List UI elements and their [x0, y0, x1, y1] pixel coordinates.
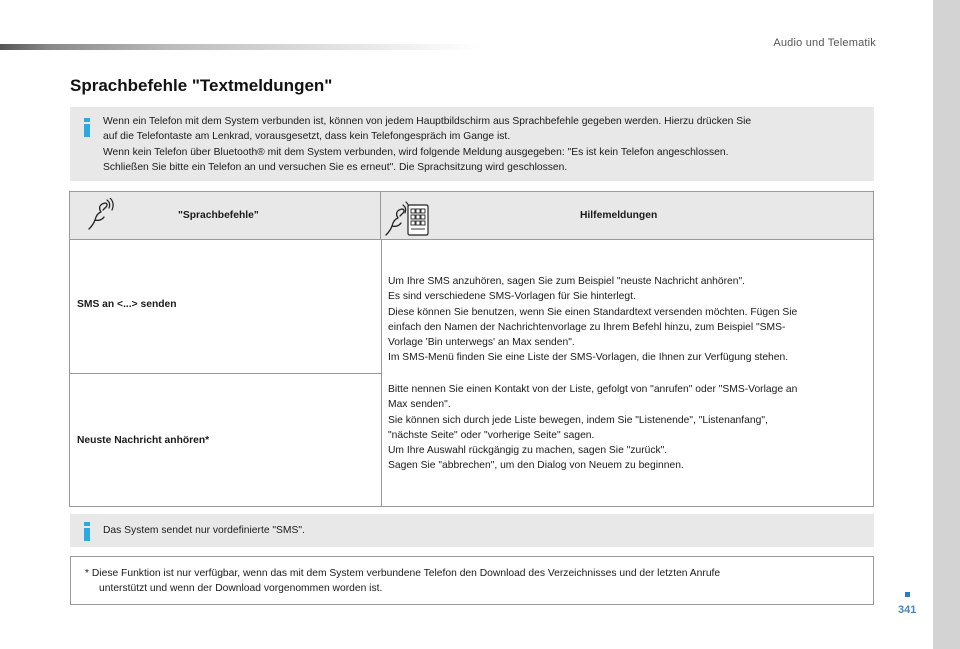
help-text-block: [388, 274, 797, 366]
help-line: Bitte nennen Sie einen Kontakt von der Liste, gefolgt von "anrufen" oder "SMS-Vorlage an: [388, 384, 798, 395]
help-line: Um Ihre Auswahl rückgängig zu machen, sagen Sie "zurück".: [388, 445, 668, 457]
section-header: Audio und Telematik: [773, 37, 876, 49]
help-line: einfach den Namen der Nachrichtenvorlage zu Ihrem Befehl hinzu, zum Beispiel "SMS-: [388, 321, 786, 333]
help-message-hand-icon: [384, 194, 430, 238]
help-line: Im SMS-Menü finden Sie eine Liste der SMS-Vorlagen, die Ihnen zur Verfügung stehen.: [388, 352, 789, 364]
column-header-commands: "Sprachbefehle": [178, 210, 259, 221]
column-divider: [381, 240, 382, 506]
info-line: Schließen Sie bitte ein Telefon an und versuchen Sie es erneut". Die Sprachsitzung wird geschlossen.: [103, 161, 568, 173]
info-box-intro: [70, 107, 874, 181]
help-text-block: [388, 382, 797, 474]
table-header-help: [381, 192, 873, 240]
help-line: Sagen Sie "abbrechen", um den Dialog von Neuem zu beginnen.: [388, 460, 684, 472]
page-edge-strip: [933, 0, 960, 649]
info-icon: [83, 522, 91, 541]
page-marker: [905, 592, 910, 597]
help-line: Sie können sich durch jede Liste bewegen, indem Sie "Listenende", "Listenanfang",: [388, 414, 768, 426]
voice-command-table: [69, 191, 874, 507]
info-line: auf die Telefontaste am Lenkrad, vorausgesetzt, dass kein Telefongespräch im Gange ist.: [103, 131, 511, 143]
footnote-line: * Diese Funktion ist nur verfügbar, wenn das mit dem System verbundene Telefon den Download des Verzeichnisses und der letzten Anrufe: [85, 568, 721, 579]
voice-command-hand-icon: [86, 198, 116, 232]
row-divider: [70, 373, 381, 374]
column-header-help: Hilfemeldungen: [580, 210, 658, 221]
help-line: Es sind verschiedene SMS-Vorlagen für Sie hinterlegt.: [388, 291, 636, 303]
help-line: "nächste Seite" oder "vorherige Seite" sagen.: [388, 429, 595, 441]
info-line: Das System sendet nur vordefinierte "SMS".: [103, 525, 305, 536]
page-title: Sprachbefehle "Textmeldungen": [70, 76, 333, 95]
footnote-line: unterstützt und wenn der Download vorgenommen worden ist.: [99, 583, 383, 595]
help-line: Um Ihre SMS anzuhören, sagen Sie zum Beispiel "neuste Nachricht anhören".: [388, 276, 746, 287]
page-number: 341: [898, 604, 917, 616]
help-line: Vorlage 'Bin unterwegs' an Max senden".: [388, 337, 575, 349]
info-line: Wenn ein Telefon mit dem System verbunden ist, können von jedem Hauptbildschirm aus Sprachbefehle gegeben werden. Hierzu drücken Sie: [103, 116, 752, 127]
footnote-box: [70, 556, 874, 605]
command-read-latest-message: Neuste Nachricht anhören*: [77, 435, 210, 446]
help-line: Max senden".: [388, 399, 451, 411]
info-line: Wenn kein Telefon über Bluetooth® mit dem System verbunden, wird folgende Meldung ausgegeben: "Es ist kein Telefon angeschlossen.: [103, 146, 729, 158]
info-icon: [83, 118, 91, 137]
header-gradient-bar: [0, 44, 480, 50]
info-box-sms-note: [70, 514, 874, 547]
command-send-sms: SMS an <...> senden: [77, 299, 177, 310]
help-line: Diese können Sie benutzen, wenn Sie einen Standardtext versenden möchten. Fügen Sie: [388, 306, 798, 318]
table-header-commands: [70, 192, 381, 240]
